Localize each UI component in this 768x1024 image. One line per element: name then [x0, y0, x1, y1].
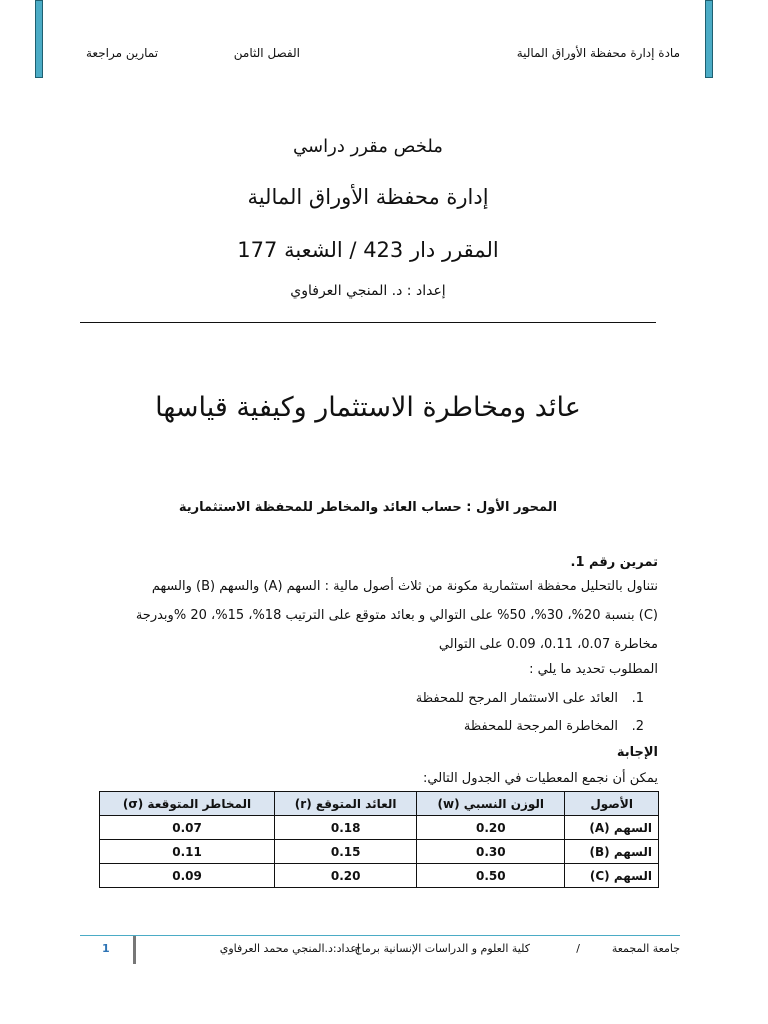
title-divider [80, 322, 656, 323]
footer-university: جامعة المجمعة [611, 942, 680, 955]
list-item-number: 2. [631, 719, 644, 734]
table-row [100, 840, 659, 864]
table-cell: 0.15 [275, 840, 417, 864]
table-cell: السهم (C) [565, 864, 659, 888]
requirements-list [84, 685, 658, 741]
header-section: تمارين مراجعة [86, 46, 159, 60]
table-cell: 0.09 [100, 864, 275, 888]
summary-heading: ملخص مقرر دراسي [293, 136, 443, 157]
footer-divider [80, 935, 680, 936]
axis-title: المحور الأول : حساب العائد والمخاطر للمحفظة الاستثمارية [178, 500, 558, 515]
header-course: مادة إدارة محفظة الأوراق المالية [516, 46, 680, 60]
column-header-weight: الوزن النسبي (w) [417, 792, 565, 816]
page-header [80, 46, 680, 66]
table-cell: 0.11 [100, 840, 275, 864]
header-chapter: الفصل الثامن [233, 46, 300, 60]
table-cell: 0.50 [417, 864, 565, 888]
list-item-text: المخاطرة المرجحة للمحفظة [463, 719, 618, 734]
table-cell: 0.20 [275, 864, 417, 888]
exercise-title: تمرين رقم 1. [570, 555, 658, 570]
exercise-line: نتناول بالتحليل محفظة استثمارية مكونة من ثلاث أصول مالية : السهم (A) والسهم (B) والسهم [151, 579, 658, 594]
table-cell: السهم (B) [565, 840, 659, 864]
course-name-heading: إدارة محفظة الأوراق المالية [247, 185, 489, 209]
table-row [100, 816, 659, 840]
table-cell: 0.18 [275, 816, 417, 840]
answer-intro: يمكن أن نجمع المعطيات في الجدول التالي: [423, 771, 658, 786]
list-item [84, 685, 658, 713]
assets-table [99, 791, 659, 888]
exercise-line: (C) بنسبة 20%، 30%، 50% على التوالي و بعائد متوقع على الترتيب 18%، 15%، 20 %وبدرجة [135, 608, 658, 623]
exercise-line: مخاطرة 0.07، 0.11، 0.09 على التوالي [438, 637, 658, 652]
page-number: 1 [102, 942, 110, 955]
table-cell: 0.20 [417, 816, 565, 840]
footer-slash: / [576, 942, 580, 955]
table-cell: السهم (A) [565, 816, 659, 840]
page-footer [80, 942, 680, 962]
list-item-text: العائد على الاستثمار المرجح للمحفظة [415, 691, 618, 706]
footer-college: كلية العلوم و الدراسات الإنسانية برماح [354, 942, 530, 955]
page-accent-bar-left [35, 0, 43, 78]
table-header-row [100, 792, 659, 816]
requirement-text: المطلوب تحديد ما يلي : [529, 662, 658, 677]
column-header-assets: الأصول [565, 792, 659, 816]
answer-title: الإجابة [616, 745, 658, 760]
chapter-title: عائد ومخاطرة الاستثمار وكيفية قياسها [155, 392, 581, 423]
list-item-number: 1. [631, 691, 644, 706]
page-accent-bar-right [705, 0, 713, 78]
course-code-heading: المقرر دار 423 / الشعبة 177 [237, 238, 499, 262]
column-header-return: العائد المتوقع (r) [275, 792, 417, 816]
table-cell: 0.30 [417, 840, 565, 864]
table-cell: 0.07 [100, 816, 275, 840]
exercise-paragraph [84, 572, 658, 659]
column-header-risk: المخاطر المتوقعة (σ) [100, 792, 275, 816]
list-item [84, 713, 658, 741]
author-line: إعداد : د. المنجي العرفاوي [290, 283, 446, 299]
table-row [100, 864, 659, 888]
footer-author: إعداد:د.المنجي محمد العرفاوي [219, 942, 360, 955]
